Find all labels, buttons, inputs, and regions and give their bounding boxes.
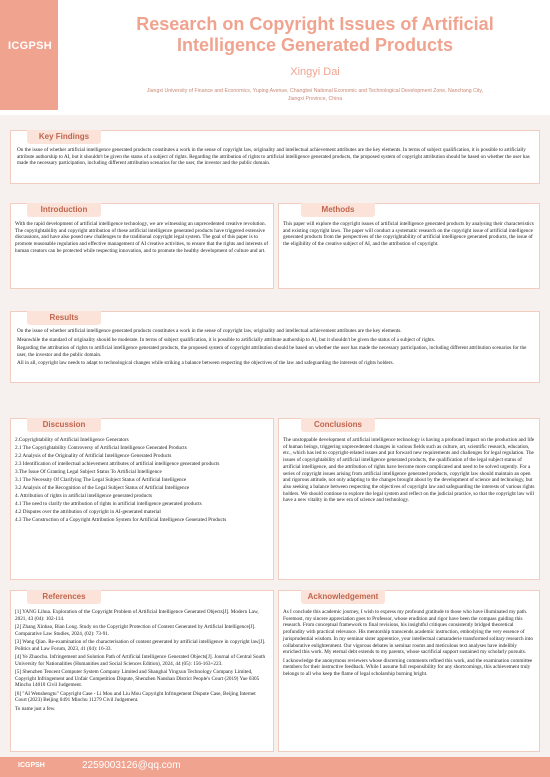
reference-item: To name just a few.	[15, 705, 56, 712]
list-item: 3.1 The Necessity Of Clarifying The Legal Subject Status of Artificial Intelligence	[15, 477, 187, 483]
results-text	[17, 328, 533, 369]
results-paragraph: On the issue of whether artificial intelligence generated products constitutes a work in the sense of copyright law, originality and intellectual achievement attributes are the key elements.	[17, 328, 402, 334]
list-item: 4. Attribution of rights in artificial intelligence generated products	[15, 493, 152, 499]
results-heading: Results	[27, 311, 101, 325]
methods-text: This paper will explore the copyright issues of artificial intelligence generated products by analysing their characteristics and existing copyright laws. The paper will conduct a systematic research on the copyright issue of artificial intelligence generated products from the perspectives of the copyrightability of artificial intelligence generated products, the issue of the eligibility of the creative subject of AI, and the attribution of copyright.	[283, 221, 534, 248]
introduction-text: With the rapid development of artificial intelligence technology, we are witnessing an unprecedented creative revolution. The copyrightability and copyright attribution of these artificial intelligence generated products have triggered extensive discussions, and have also posed new challenges to the traditional copyright legal system. The goal of this paper is to promote reasonable regulation and effective management of AI creative activities, to ensure that the rights and interests of human creators can be protected while respecting innovation, and to promote the healthy development of culture and art.	[15, 221, 269, 254]
conclusions-text: The unstoppable development of artificial intelligence technology is having a profound impact on the production and life of human beings, triggering unprecedented changes in various fields such as culture, art, scientific research, education, etc., which has led to copyright-related issues and put forward new requirements and challenges for legal regulation. The issues of copyrightability of artificial intelligence generated products, the qualification of the legal subject status of artificial intelligence, and the attribution of rights have become more complicated and need to be solved urgently. For a series of copyright issues arising from artificial intelligence generated products, copyright law should maintain an open and rigorous attitude, not only adapting to the changes brought about by the development of science and technology, but also seeking a balance between respecting the objectives of copyright law and safeguarding the interests of various rights holders. We should continue to explore the legal system and reflect on the judicial practice, so that the copyright law will have a new vitality in the new era of science and technology.	[283, 437, 535, 504]
reference-item: [2] Zhang Xinbao, Bian Long. Study on the Copyright Protection of Content Generated by Artificial Intelligence[J]. Comparative Law Studies, 2024, (02): 73-91.	[15, 624, 256, 637]
references-heading: References	[27, 590, 101, 604]
discussion-heading: Discussion	[27, 418, 101, 432]
poster-title: Research on Copyright Issues of Artificial Intelligence Generated Products	[136, 14, 494, 55]
footer-email: 2259003126@qq.com	[82, 760, 181, 771]
reference-item: [3] Wang Qian. Re-examination of the characterisation of content generated by artificial intelligence in copyright law[J]. Politics and Law Forum, 2023, 41 (04): 16-33.	[15, 639, 266, 652]
acknowledgement-text	[283, 609, 535, 680]
introduction-section	[10, 203, 274, 289]
references-section	[10, 590, 274, 752]
reference-item: [4] Ye Zhaochu. Infringement and Solution Path of Artificial Intelligence Generated Objects[J]. Journal of Central South University for Nationalities (Humanities and Social Sciences Edition), 2024, 44 (05): 156-163+223.	[15, 654, 266, 667]
author-name: Xingyi Dai	[290, 66, 340, 78]
key-findings-section	[10, 130, 540, 184]
results-section	[10, 311, 540, 383]
reference-item: [5] Shenzhen Tencent Computer System Company Limited and Shanghai Yingxun Technology Company Limited, Copyright Infringement and Unfair Competition Dispute, Shenzhen Nanshan District People's Court (2019) Yue 0305 Minchu 14010 Civil Judgement.	[15, 669, 260, 689]
introduction-heading: Introduction	[27, 203, 101, 217]
results-paragraph: Regarding the attribution of rights to artificial intelligence generated products, the proposed system of copyright attribution should be based on whether the user has made the necessary participation, including different attribution scenarios for the user, the investor and the public domain.	[17, 345, 527, 358]
header	[0, 0, 550, 115]
logo-banner	[0, 0, 58, 110]
footer-bar	[0, 757, 550, 777]
discussion-list	[15, 437, 267, 525]
footer-logo: ICGPSH	[18, 762, 45, 769]
conclusions-section	[278, 418, 540, 580]
acknowledgement-paragraph: As I conclude this academic journey, I wish to express my profound gratitude to those who have illuminated my path. Foremost, my sincere appreciation goes to Professor, whose erudition and rigor have been the compass guiding this research. From conceptual framework to final revisions, his insightful critiques consistently bridged theoretical profundity with practical relevance. His mentorship transcends academic instruction, embodying the very essence of jurisprudential wisdom. In my seminar sister apprentice, your intellectual camaraderie transformed solitary research into collaborative enlightenment. Our vigorous debates in seminar rooms and meticulous text analyses have indelibly enriched this work. My eternal debt extends to my parents, whose sacrificial support sustained my scholarly pursuits.	[283, 609, 533, 656]
list-item: 2.Copyrightability of Artificial Intelligence Generators	[15, 437, 129, 443]
methods-section	[278, 203, 540, 289]
results-paragraph: Meanwhile the standard of originality should be moderate. In terms of subject qualification, it is possible to artificially attribute authorship to AI, but it shouldn't be given the status of a subject of rights.	[17, 336, 436, 343]
acknowledgement-heading: Acknowledgement	[301, 590, 385, 604]
affiliation: Jiangxi University of Finance and Economics, Yuping Avenue, Changbei National Economic and Technological Development Zone, Nanchang City, Jiangxi Province, China	[146, 88, 484, 102]
list-item: 4.1 The need to clarify the attribution of rights in artificial intelligence generated products	[15, 501, 202, 507]
methods-heading: Methods	[301, 203, 375, 217]
list-item: 2.1 The Copyrightability Controversy of Artificial Intelligence Generated Products	[15, 445, 187, 451]
list-item: 3.2 Analysis of the Recognition of the Legal Subject Status of Artificial Intelligence	[15, 485, 190, 491]
list-item: 3.The Issue Of Granting Legal Subject Status To Artificial Intelligence	[15, 469, 162, 475]
reference-item: [6] "AI Wenshengtu" Copyright Case - Li Mou and Liu Mou Copyright Infringement Dispute Case, Beijing Internet Court (2023) Beijing 0491 Minchu 11279 Civil Judgement.	[15, 690, 256, 704]
list-item: 2.2 Analysis of the Originality of Artificial Intelligence Generated Products	[15, 453, 172, 459]
conclusions-heading: Conclusions	[301, 418, 375, 432]
key-findings-text: On the issue of whether artificial intelligence generated products constitutes a work in the sense of copyright law, originality and intellectual achievement attributes are the key elements. In terms of subject qualification, it is possible to artificially attribute authorship to AI, but it shouldn't be given the status of a subject of rights. Regarding the attribution of rights to artificial intelligence generated products, the proposed system of copyright attribution should be based on whether the user has made the necessary participation, including different attribution scenarios for the user, the investor and the public domain.	[17, 147, 530, 167]
list-item: 4.2 Disputes over the attribution of copyright in AI-generated material	[15, 509, 161, 515]
discussion-section	[10, 418, 274, 580]
results-paragraph: All in all, copyright law needs to adapt to technological changes while striking a balance between respecting the objectives of the law and safeguarding the interests of rights holders.	[17, 360, 394, 367]
list-item: 2.3 Identification of intellectual achievement attributes of artificial intelligence generated products	[15, 461, 220, 467]
logo: ICGPSH	[8, 40, 52, 52]
list-item: 4.3 The Construction of a Copyright Attribution System for Artificial Intelligence Generated Products	[15, 517, 227, 523]
acknowledgement-paragraph: I acknowledge the anonymous reviewers whose discerning comments refined this work, and the examination committee members for their instructive feedback. While I assume full responsibility for any shortcomings, this achievement truly belongs to all who keep the flame of legal scholarship burning bright.	[283, 657, 533, 678]
references-list	[15, 609, 267, 714]
key-findings-heading: Key Findings	[27, 130, 101, 144]
reference-item: [1] YANG Lihua. Exploration of the Copyright Problem of Artificial Intelligence Generated Objects[J]. Modern Law, 2021, 43 (04): 102-114.	[15, 609, 259, 622]
acknowledgement-section	[278, 590, 540, 752]
